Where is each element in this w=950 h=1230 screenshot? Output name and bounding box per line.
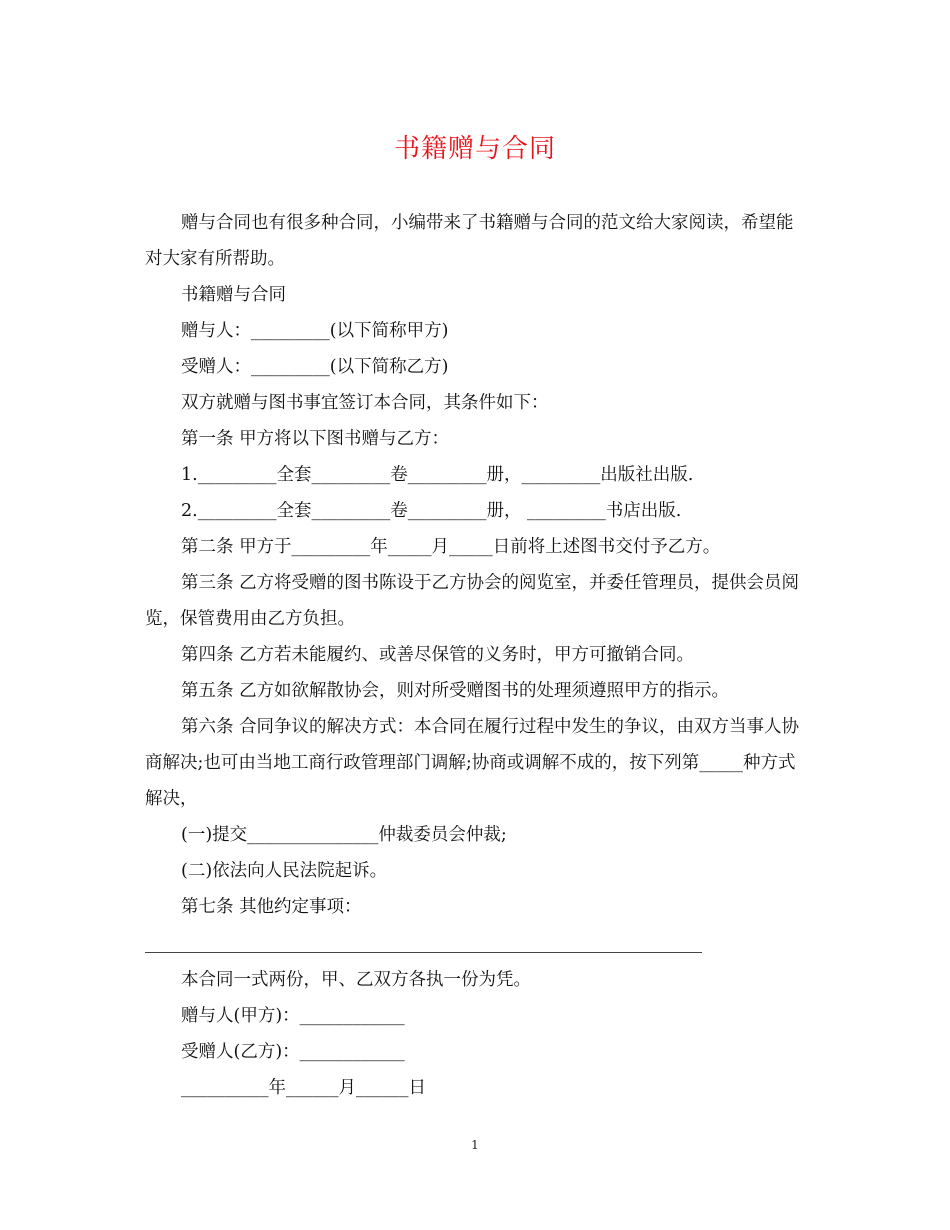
date-line: __________年______月______日 <box>181 1078 426 1098</box>
article-6-option-1: (一)提交_______________仲裁委员会仲裁; <box>181 825 507 845</box>
article-4: 第四条 乙方若未能履约、或善尽保管的义务时，甲方可撤销合同。 <box>181 645 695 665</box>
article-2: 第二条 甲方于_________年_____月_____日前将上述图书交付予乙方。 <box>181 537 721 557</box>
intro-paragraph: 赠与合同也有很多种合同，小编带来了书籍赠与合同的范文给大家阅读，希望能对大家有所帮助。 <box>145 213 794 269</box>
donor-signature-line: 赠与人(甲方)：____________ <box>181 1006 405 1026</box>
article-3: 第三条 乙方将受赠的图书陈设于乙方协会的阅览室，并委任管理员，提供会员阅览，保管费用由乙方负担。 <box>145 573 800 629</box>
article-5: 第五条 乙方如欲解散协会，则对所受赠图书的处理须遵照甲方的指示。 <box>181 681 730 701</box>
donee-signature-line: 受赠人(乙方)：____________ <box>181 1042 405 1062</box>
fill-in-line <box>145 952 702 953</box>
document-body <box>145 205 805 1106</box>
contract-heading: 书籍赠与合同 <box>181 285 286 305</box>
page-number: 1 <box>471 1138 479 1152</box>
article-6: 第六条 合同争议的解决方式：本合同在履行过程中发生的争议，由双方当事人协商解决;也可由当地工商行政管理部门调解;协商或调解不成的，按下列第_____种方式解决， <box>145 717 800 809</box>
copies-statement: 本合同一式两份，甲、乙双方各执一份为凭。 <box>181 970 531 990</box>
donee-line: 受赠人：_________(以下简称乙方) <box>181 357 449 377</box>
article-1-item-2: 2._________全套_________卷_________册， _________书店出版. <box>181 501 682 521</box>
agreement-intro: 双方就赠与图书事宜签订本合同，其条件如下： <box>181 393 549 413</box>
article-6-option-2: (二)依法向人民法院起诉。 <box>181 861 388 881</box>
article-1: 第一条 甲方将以下图书赠与乙方： <box>181 429 450 449</box>
article-7: 第七条 其他约定事项： <box>181 897 362 917</box>
donor-line: 赠与人：_________(以下简称甲方) <box>181 321 449 341</box>
article-1-item-1: 1._________全套_________卷_________册，_________出版社出版. <box>181 465 694 485</box>
document-title: 书籍赠与合同 <box>393 134 556 164</box>
